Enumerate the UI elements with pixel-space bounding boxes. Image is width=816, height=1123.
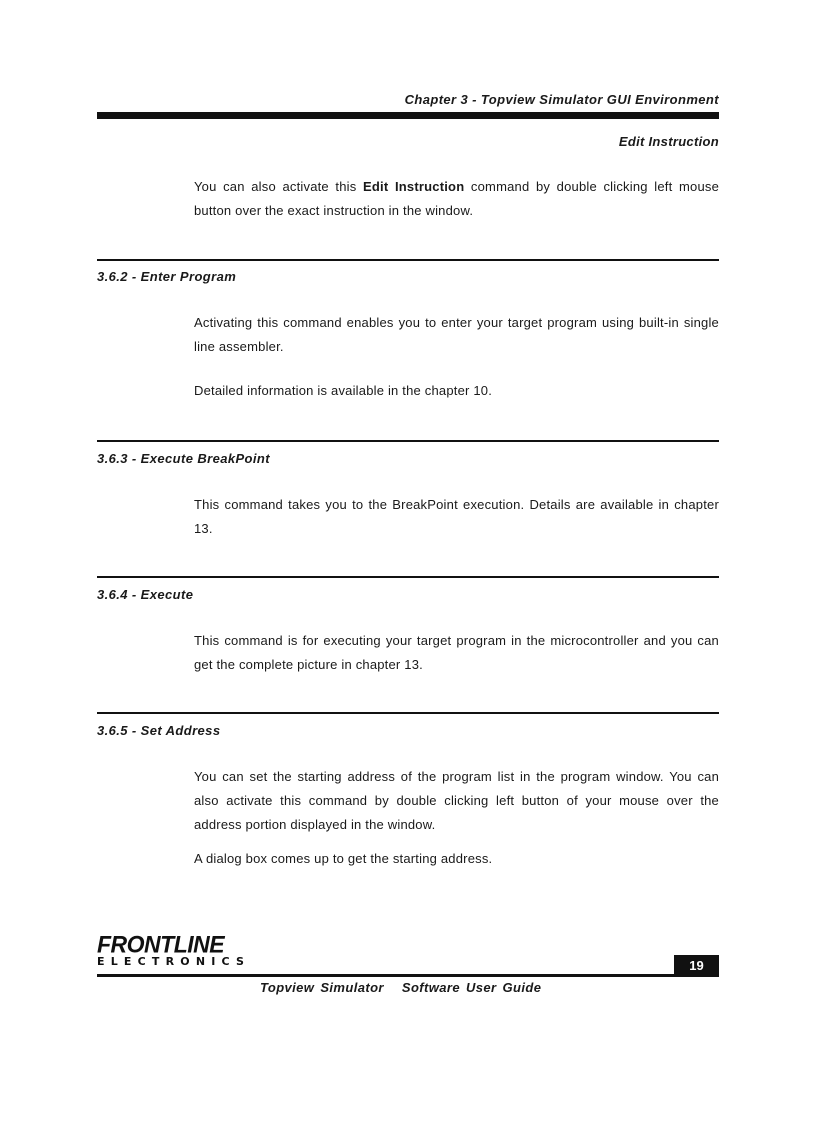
- paragraph: This command takes you to the BreakPoint execution. Details are available in chapter 13.: [194, 497, 719, 536]
- section-divider: [97, 440, 719, 442]
- logo-wordmark: FRONTLINE: [97, 930, 225, 958]
- paragraph: This command is for executing your target program in the microcontroller and you can get the complete picture in chapter 13.: [194, 633, 719, 672]
- intro-text-bold: Edit Instruction: [363, 179, 465, 194]
- paragraph: You can set the starting address of the program list in the program window. You can also activate this command by double clicking left button of your mouse over the address portion displayed in the window.: [194, 769, 719, 832]
- section-divider: [97, 712, 719, 714]
- paragraph: A dialog box comes up to get the starting address.: [194, 851, 493, 866]
- intro-text-before: You can also activate this: [194, 179, 364, 194]
- paragraph: Detailed information is available in the chapter 10.: [194, 383, 493, 398]
- section-divider: [97, 259, 719, 261]
- footer-rule: [97, 974, 719, 977]
- section-title-enter-program: 3.6.2 - Enter Program: [97, 269, 237, 284]
- page-number: 19: [674, 955, 719, 976]
- intro-text-after: command by double clicking left mouse button over the exact instruction in the window.: [194, 179, 720, 218]
- footer-guide: Software User Guide: [401, 980, 542, 995]
- intro-paragraph: [194, 175, 719, 223]
- frontline-logo: [97, 932, 257, 972]
- section-title-set-address: 3.6.5 - Set Address: [97, 723, 221, 738]
- paragraph: Activating this command enables you to enter your target program using built-in single line assembler.: [194, 315, 719, 354]
- section-title-execute: 3.6.4 - Execute: [97, 587, 194, 602]
- header-rule: [97, 112, 719, 119]
- footer-title: [260, 980, 541, 995]
- logo-tagline: ELECTRONICS: [97, 955, 251, 968]
- footer-product: Topview Simulator: [260, 980, 384, 995]
- section-divider: [97, 576, 719, 578]
- chapter-header: Chapter 3 - Topview Simulator GUI Environment: [404, 92, 719, 107]
- subsection-title: Edit Instruction: [618, 134, 719, 149]
- section-title-execute-breakpoint: 3.6.3 - Execute BreakPoint: [97, 451, 270, 466]
